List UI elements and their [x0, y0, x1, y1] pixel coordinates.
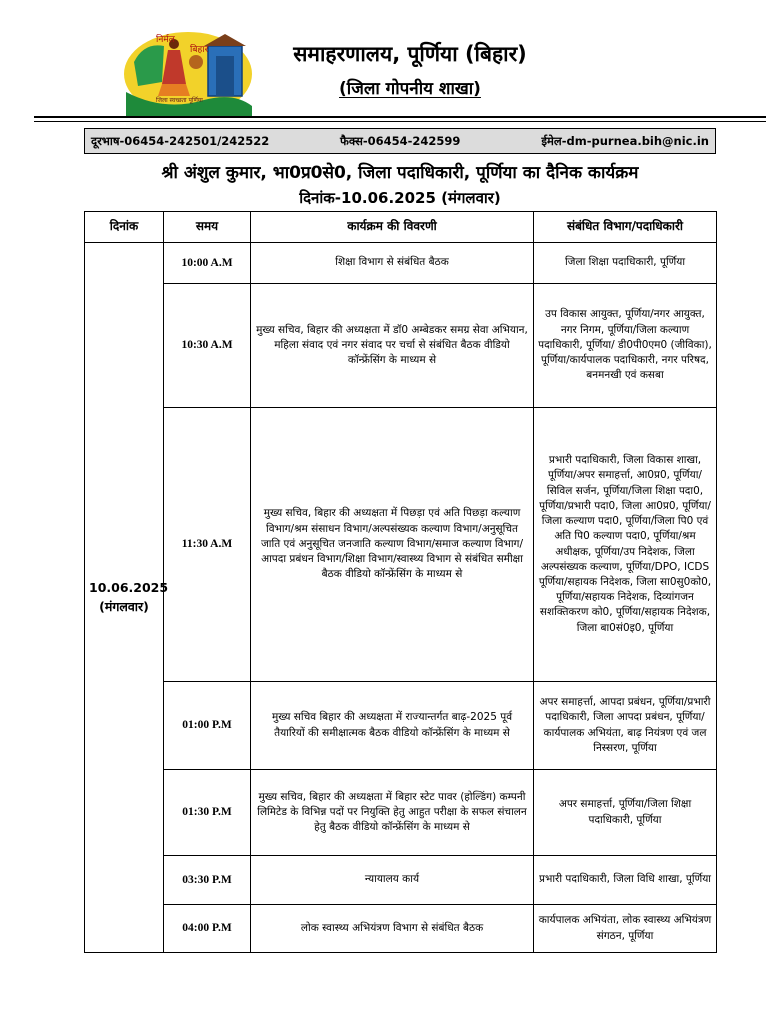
description-cell: शिक्षा विभाग से संबंधित बैठक: [251, 243, 534, 284]
nirmal-bihar-logo: [104, 22, 266, 124]
header-time: समय: [164, 212, 251, 243]
table-row: [85, 682, 717, 770]
email-address: ईमेल-dm-purnea.bih@nic.in: [541, 134, 709, 148]
programme-date: दिनांक-10.06.2025 (मंगलवार): [299, 189, 501, 207]
table-row: [85, 905, 717, 953]
table-row: [85, 243, 717, 284]
date-value: 10.06.2025: [89, 579, 169, 595]
time-cell: 10:30 A.M: [164, 284, 251, 408]
time-cell: 01:00 P.M: [164, 682, 251, 770]
time-cell: 03:30 P.M: [164, 856, 251, 905]
department-cell: जिला शिक्षा पदाधिकारी, पूर्णिया: [534, 243, 717, 284]
department-cell: प्रभारी पदाधिकारी, जिला विकास शाखा, पूर्णिया/अपर समाहर्त्ता, आ0प्र0, पूर्णिया/ सिविल सर्जन, पूर्णिया/जिला शिक्षा पदा0, पूर्णिया/प्रभारी पदा0, जिला आ0प्र0, पूर्णिया/जिला कल्याण पदा0, पूर्णिया/जिला पि0 एवं अति पि0 कल्याण पदा0, पूर्णिया/श्रम अधीक्षक, पूर्णिया/उप निदेशक, जिला अल्पसंख्यक कल्याण, पूर्णिया/DPO, ICDS पूर्णिया/सहायक निदेशक, जिला सा0सु0को0, पूर्णिया/सहायक निदेशक, दिव्यांगजन सशक्तिकरण को0, पूर्णिया/सहायक निदेशक, जिला बा0सं0इ0, पूर्णिया: [534, 408, 717, 682]
table-row: [85, 408, 717, 682]
time-cell: 10:00 A.M: [164, 243, 251, 284]
table-row: [85, 770, 717, 856]
department-cell: अपर समाहर्त्ता, पूर्णिया/जिला शिक्षा पदाधिकारी, पूर्णिया: [534, 770, 717, 856]
svg-text:बिहार: बिहार: [190, 45, 209, 55]
department-cell: प्रभारी पदाधिकारी, जिला विधि शाखा, पूर्णिया: [534, 856, 717, 905]
description-cell: लोक स्वास्थ्य अभियंत्रण विभाग से संबंधित बैठक: [251, 905, 534, 953]
department-cell: कार्यपालक अभियंता, लोक स्वास्थ्य अभियंत्रण संगठन, पूर्णिया: [534, 905, 717, 953]
description-cell: मुख्य सचिव, बिहार की अध्यक्षता में बिहार स्टेट पावर (होल्डिंग) कम्पनी लिमिटेड के विभिन्न पदों पर नियुक्ति हेतु आहुत परीक्षा के सफल संचालन हेतु बैठक वीडियो कॉन्फ्रेंसिंग के माध्यम से: [251, 770, 534, 856]
table-row: [85, 284, 717, 408]
schedule-table: [84, 211, 717, 953]
date-cell: [85, 243, 169, 953]
org-title: समाहरणालय, पूर्णिया (बिहार): [293, 42, 527, 66]
header-date: दिनांक: [85, 212, 164, 243]
description-cell: मुख्य सचिव, बिहार की अध्यक्षता में डॉ0 अम्बेडकर समग्र सेवा अभियान, महिला संवाद एवं नगर संवाद पर चर्चा से संबंधित बैठक वीडियो कॉन्फ्रेंसिंग के माध्यम से: [251, 284, 534, 408]
description-cell: मुख्य सचिव, बिहार की अध्यक्षता में पिछड़ा एवं अति पिछड़ा कल्याण विभाग/श्रम संसाधन विभाग/अल्पसंख्यक कल्याण विभाग/अनुसूचित जाति एवं अनुसूचित जनजाति कल्याण विभाग/समाज कल्याण विभाग/आपदा प्रबंधन विभाग/शिक्षा विभाग/स्वास्थ्य विभाग से संबंधित समीक्षा बैठक वीडियो कॉन्फ्रेंसिंग के माध्यम से: [251, 408, 534, 682]
contact-bar: [84, 128, 716, 154]
programme-title: श्री अंशुल कुमार, भा0प्र0से0, जिला पदाधिकारी, पूर्णिया का दैनिक कार्यक्रम: [161, 163, 639, 183]
svg-text:जिला स्वच्छता पूर्णिया: जिला स्वच्छता पूर्णिया: [156, 97, 203, 104]
time-cell: 11:30 A.M: [164, 408, 251, 682]
time-cell: 04:00 P.M: [164, 905, 251, 953]
description-cell: मुख्य सचिव बिहार की अध्यक्षता में राज्यान्तर्गत बाढ़-2025 पूर्व तैयारियों की समीक्षात्मक बैठक वीडियो कॉन्फ्रेंसिंग के माध्यम से: [251, 682, 534, 770]
fax-number: फैक्स-06454-242599: [340, 134, 461, 148]
department-cell: अपर समाहर्त्ता, आपदा प्रबंधन, पूर्णिया/प्रभारी पदाधिकारी, जिला आपदा प्रबंधन, पूर्णिया/कार्यपालक अभियंता, बाढ़ नियंत्रण एवं जल निस्सरण, पूर्णिया: [534, 682, 717, 770]
table-row: [85, 856, 717, 905]
description-cell: न्यायालय कार्य: [251, 856, 534, 905]
time-cell: 01:30 P.M: [164, 770, 251, 856]
day-value: (मंगलवार): [99, 598, 149, 614]
header-rule-thin: [34, 121, 766, 122]
department-cell: उप विकास आयुक्त, पूर्णिया/नगर आयुक्त, नगर निगम, पूर्णिया/जिला कल्याण पदाधिकारी, पूर्णिया/ डी0पी0एम0 (जीविका), पूर्णिया/कार्यपालक पदाधिकारी, नगर परिषद, बनमनखी एवं कसबा: [534, 284, 717, 408]
svg-text:निर्मल: निर्मल: [156, 35, 175, 45]
header-department: संबंधित विभाग/पदाधिकारी: [534, 212, 717, 243]
table-header-row: [85, 212, 717, 243]
org-subtitle: (जिला गोपनीय शाखा): [339, 79, 481, 99]
header-description: कार्यक्रम की विवरणी: [251, 212, 534, 243]
header-rule: [34, 116, 766, 118]
phone-number: दूरभाष-06454-242501/242522: [91, 134, 270, 148]
